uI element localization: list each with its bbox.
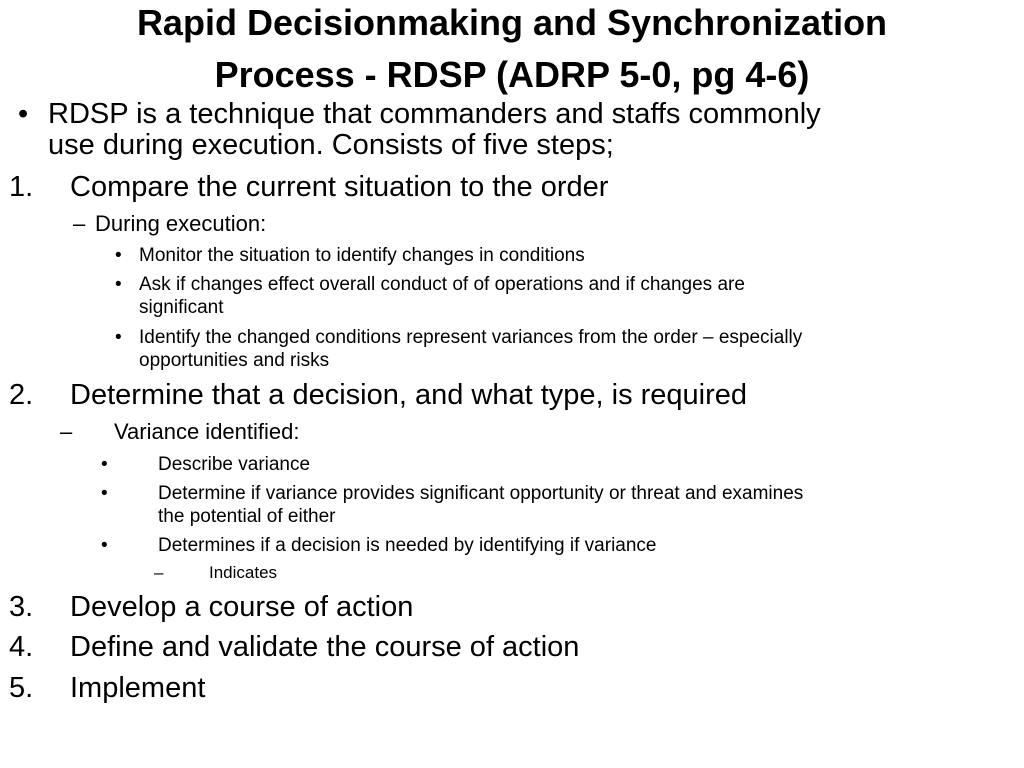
step-2-subsub-dash: –: [154, 563, 164, 582]
slide-title-line-1: Rapid Decisionmaking and Synchronization: [136, 2, 888, 43]
intro-text-line-2: use during execution. Consists of five steps;: [48, 129, 614, 161]
step-1-sub-dash: –: [73, 211, 86, 236]
step-5-number: 5.: [9, 672, 34, 704]
step-2-label: Determine that a decision, and what type, is required: [70, 379, 748, 411]
step-2-number: 2.: [9, 379, 34, 411]
step-5-label: Implement: [70, 672, 206, 704]
step-2-sub-dash: –: [60, 419, 73, 444]
step-1-item-3-bullet: •: [115, 327, 122, 348]
step-2-item-1-bullet: •: [101, 454, 108, 475]
step-1-number: 1.: [9, 171, 34, 203]
step-2-item-3-line-1: Determines if a decision is needed by identifying if variance: [158, 535, 657, 556]
step-1-item-1-line-1: Monitor the situation to identify changes in conditions: [139, 245, 585, 266]
step-1-sub-label: During execution:: [95, 211, 267, 236]
step-1-label: Compare the current situation to the order: [70, 171, 609, 203]
step-1-item-2-line-2: significant: [139, 297, 224, 318]
step-4-number: 4.: [9, 631, 34, 663]
intro-bullet-marker: •: [18, 98, 29, 130]
step-1-item-1-bullet: •: [115, 245, 122, 266]
step-3-label: Develop a course of action: [70, 591, 414, 623]
step-1-item-2-bullet: •: [115, 274, 122, 295]
slide-title-line-2: Process - RDSP (ADRP 5-0, pg 4-6): [214, 54, 810, 95]
step-2-sub-label: Variance identified:: [114, 419, 300, 444]
step-2-item-2-bullet: •: [101, 483, 108, 504]
step-2-item-2-line-1: Determine if variance provides significant opportunity or threat and examines: [158, 483, 804, 504]
step-2-item-3-bullet: •: [101, 535, 108, 556]
step-4-label: Define and validate the course of action: [70, 631, 580, 663]
step-3-number: 3.: [9, 591, 34, 623]
step-1-item-3-line-1: Identify the changed conditions represent variances from the order – especially: [139, 327, 803, 348]
step-2-item-2-line-2: the potential of either: [158, 506, 336, 527]
intro-text-line-1: RDSP is a technique that commanders and staffs commonly: [48, 98, 821, 130]
step-2-subsub-label: Indicates: [209, 563, 278, 582]
step-2-item-1-line-1: Describe variance: [158, 454, 311, 475]
step-1-item-2-line-1: Ask if changes effect overall conduct of of operations and if changes are: [139, 274, 745, 295]
step-1-item-3-line-2: opportunities and risks: [139, 350, 330, 371]
